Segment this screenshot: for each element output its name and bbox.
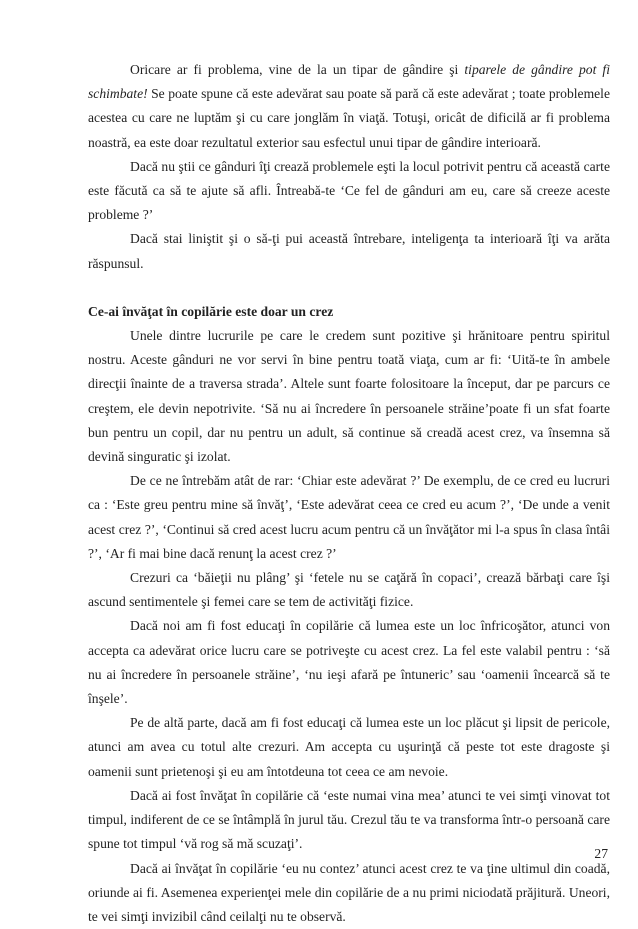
italic-text-segment: tiparele de gândire pot fi schimbate! xyxy=(88,62,610,101)
text-segment: Dacă stai liniştit şi o să-ţi pui această întrebare, inteligenţa ta interioară îţi va arăta răspunsul. xyxy=(88,231,610,270)
paragraph-section-1: Unele dintre lucrurile pe care le credem sunt pozitive şi hrănitoare pentru spiritul nostru. Aceste gânduri ne vor servi în bine pentru toată viaţa, cum ar fi: ‘Uită-te în ambele direcţii înainte de a traversa strada’. Altele sunt foarte folositoare la început, dar pe parcurs ce creştem, ele devin nepotrivite. ‘Să nu ai încredere în persoanele străine’poate fi un sfat foarte bun pentru un copil, dar nu pentru un adult, să continue să creadă acest crez, va însemna să devină singuratic şi izolat. xyxy=(88,324,610,469)
text-segment: Dacă nu ştii ce gânduri îţi crează problemele eşti la locul potrivit pentru că această carte este făcută ca să te ajute să afli. Întreabă-te ‘Ce fel de gânduri am eu, care să creeze aceste probleme ?’ xyxy=(88,159,610,222)
paragraph-section-5: Pe de altă parte, dacă am fi fost educaţi că lumea este un loc plăcut şi lipsit de pericole, atunci am avea cu totul alte crezuri. Am accepta cu uşurinţă că peste tot este dragoste şi oamenii sunt prietenoşi şi eu am întotdeuna tot ceea ce am nevoie. xyxy=(88,711,610,784)
page-number: 27 xyxy=(594,846,608,862)
paragraph-section-6: Dacă ai fost învăţat în copilărie că ‘este numai vina mea’ atunci te vei simţi vinovat tot timpul, indiferent de ce se întâmplă în jurul tău. Crezul tău te va transforma într-o persoană care spune tot timpul ‘vă rog să mă scuzaţi’. xyxy=(88,784,610,857)
paragraph-section-3: Crezuri ca ‘băieţii nu plâng’ şi ‘fetele nu se caţără în copaci’, crează bărbaţi care îşi ascund sentimentele şi femei care se tem de activităţi fizice. xyxy=(88,566,610,614)
section-heading: Ce-ai învăţat în copilărie este doar un crez xyxy=(88,300,610,324)
paragraph-intro-1 xyxy=(88,58,610,155)
text-segment: Oricare ar fi problema, vine de la un tipar de gândire şi xyxy=(130,62,464,77)
paragraph-section-4: Dacă noi am fi fost educaţi în copilărie că lumea este un loc înfricoşător, atunci von accepta ca adevărat orice lucru care se potriveşte cu acest crez. La fel este valabil pentru : ‘să nu ai încredere în persoanele străine’, ‘nu ieşi afară pe întuneric’ sau ‘oamenii încearcă să te înşele’. xyxy=(88,614,610,711)
document-page xyxy=(88,58,610,929)
text-segment: Se poate spune că este adevărat sau poate să pară că este adevărat ; toate problemele acestea cu care ne luptăm şi cu care jonglăm în viaţă. Totuşi, oricât de dificilă ar fi problema noastră, ea este doar rezultatul exterior sau esfectul unui tipar de gândire interioară. xyxy=(88,86,610,149)
paragraph-intro-3 xyxy=(88,227,610,275)
paragraph-section-2: De ce ne întrebăm atât de rar: ‘Chiar este adevărat ?’ De exemplu, de ce cred eu lucruri ca : ‘Este greu pentru mine să învăţ’, ‘Este adevărat ceea ce cred eu acum ?’, ‘De unde a venit acest crez ?’, ‘Continui să cred acest lucru acum pentru că un învăţător mi l-a spus în clasa întâi ?’, ‘Ar fi mai bine dacă renunţ la acest crez ?’ xyxy=(88,469,610,566)
paragraph-section-7: Dacă ai învăţat în copilărie ‘eu nu contez’ atunci acest crez te va ţine ultimul din coadă, oriunde ai fi. Asemenea experienţei mele din copilărie de a nu primi niciodată prăjitură. Uneori, te vei simţi invizibil când ceilalţi nu te observă. xyxy=(88,857,610,929)
paragraph-intro-2 xyxy=(88,155,610,228)
